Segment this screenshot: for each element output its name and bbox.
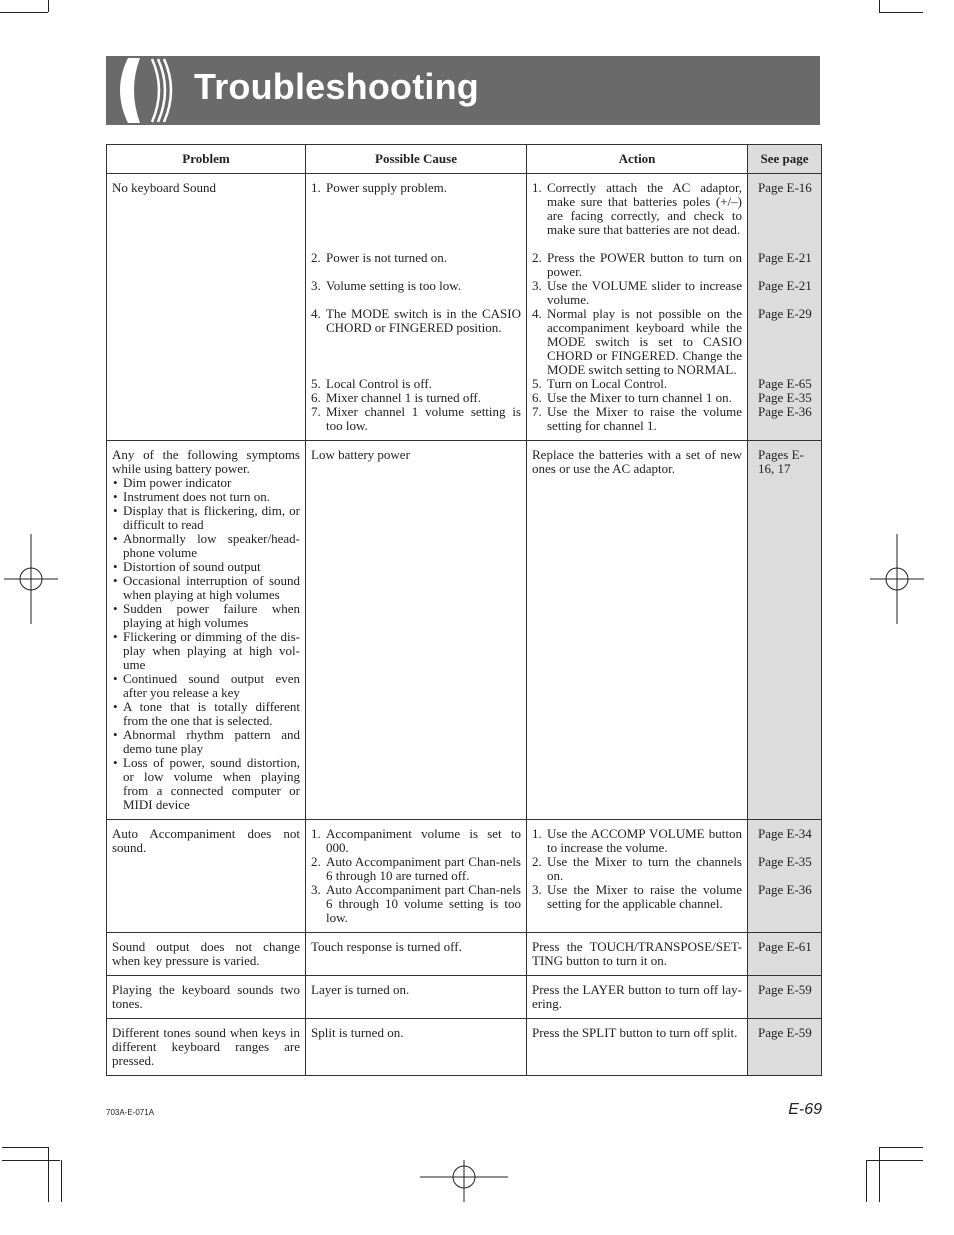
problem-text: Auto Accompaniment does not sound. [112,826,300,855]
symptom-item: • Dim power indicator [113,475,232,490]
crop-mark [879,12,923,13]
see-page-ref: Page E-36 [758,404,812,419]
page-number: E-69 [788,1101,822,1118]
crop-mark [48,1147,49,1202]
action-item: 5. Turn on Local Control. [532,376,668,391]
see-page-cell [748,441,822,820]
symptom-item: • Continued sound output even after you release a key [113,671,300,700]
page-title: Troubleshooting [194,66,479,107]
action-text: Press the LAYER button to turn off lay-ering. [532,982,742,1011]
troubleshooting-table [106,144,822,1076]
action-item: 1. Correctly attach the AC adaptor, make sure that batteries poles (+/–) are facing correctly, and check to make sure that batteries are not dead. [532,180,742,237]
cause-cell [306,933,527,976]
crop-mark [879,1147,880,1202]
symptom-item: • Sudden power failure when playing at high volumes [113,601,300,630]
header-possible-cause: Possible Cause [306,145,527,174]
symptom-item: • A tone that is totally different from the one that is selected. [113,699,300,728]
see-page-ref: Page E-59 [758,982,812,997]
table-header-row [107,145,822,174]
see-page-cell [748,1019,822,1076]
see-page-ref: Page E-35 [758,854,812,869]
problem-cell [107,174,306,441]
cause-item: 7. Mixer channel 1 volume setting is too low. [311,404,521,433]
table-row [107,441,822,820]
problem-text: Different tones sound when keys in different keyboard ranges are pressed. [112,1025,300,1068]
cause-item: 6. Mixer channel 1 is turned off. [311,390,481,405]
registration-mark [4,534,58,624]
action-text: Press the TOUCH/TRANSPOSE/SET-TING button to turn it on. [532,939,742,968]
problem-cell [107,1019,306,1076]
cause-item: 3. Auto Accompaniment part Chan-nels 6 through 10 volume setting is too low. [311,882,521,925]
cause-cell [306,976,527,1019]
action-cell [527,1019,748,1076]
table-row [107,174,822,441]
see-page-ref: Page E-29 [758,306,812,321]
action-cell [527,174,748,441]
crop-mark [2,1160,60,1161]
registration-mark [420,1160,508,1202]
see-page-ref: Page E-21 [758,250,812,265]
crop-mark [866,1160,923,1161]
problem-cell [107,933,306,976]
symptom-item: • Instrument does not turn on. [113,489,270,504]
action-cell [527,441,748,820]
cause-text: Touch response is turned off. [311,939,462,954]
symptom-item: • Display that is flickering, dim, or difficult to read [113,503,300,532]
table-row [107,1019,822,1076]
problem-text: Playing the keyboard sounds two tones. [112,982,300,1011]
action-cell [527,933,748,976]
symptom-item: • Abnormal rhythm pattern and demo tune play [113,727,300,756]
cause-text: Split is turned on. [311,1025,404,1040]
cause-item: 1. Power supply problem. [311,180,447,195]
crop-mark [866,1160,867,1202]
cause-item: 5. Local Control is off. [311,376,432,391]
see-page-cell [748,933,822,976]
cause-item: 1. Accompaniment volume is set to 000. [311,826,521,855]
symptom-item: • Distortion of sound output [113,559,261,574]
cause-item: 3. Volume setting is too low. [311,278,462,293]
crop-mark [48,0,49,12]
crop-mark [61,1160,62,1202]
see-page-cell [748,820,822,933]
symptom-item: • Flickering or dimming of the dis-play when playing at high vol-ume [113,629,300,672]
table-row [107,976,822,1019]
crop-mark [0,12,48,13]
cause-text: Low battery power [311,447,410,462]
problem-text: Any of the following symptoms while using battery power. [112,447,300,476]
see-page-cell [748,976,822,1019]
see-page-ref: Page E-34 [758,826,812,841]
see-page-ref: Page E-35 [758,390,812,405]
action-text: Replace the batteries with a set of new ones or use the AC adaptor. [532,447,742,476]
cause-item: 2. Auto Accompaniment part Chan-nels 6 through 10 are turned off. [311,854,521,883]
see-page-ref: Page E-16 [758,180,812,195]
see-page-ref: Page E-65 [758,376,812,391]
problem-cell [107,441,306,820]
header-action: Action [527,145,748,174]
header-problem: Problem [107,145,306,174]
action-item: 4. Normal play is not possible on the accompaniment keyboard while the MODE switch is set to CASIO CHORD or FINGERED. Change the MODE switch setting to NORMAL. [532,306,742,377]
action-cell [527,976,748,1019]
problem-text: No keyboard Sound [112,180,216,195]
title-banner [106,56,820,125]
header-see-page: See page [748,145,822,174]
action-text: Press the SPLIT button to turn off split. [532,1025,738,1040]
document-code: 703A-E-071A [106,1108,155,1117]
see-page-ref: Page E-36 [758,882,812,897]
cause-cell [306,820,527,933]
table-row [107,820,822,933]
action-item: 3. Use the VOLUME slider to increase volume. [532,278,742,307]
problem-cell [107,976,306,1019]
see-page-ref: Pages E-16, 17 [758,447,804,476]
symptom-item: • Abnormally low speaker/head-phone volume [113,531,300,560]
crop-mark [2,1147,48,1148]
symptom-item: • Loss of power, sound distortion, or low volume when playing from a connected computer or MIDI device [113,755,300,812]
cause-text: Layer is turned on. [311,982,410,997]
crop-mark [879,1147,923,1148]
action-item: 2. Press the POWER button to turn on power. [532,250,742,279]
see-page-cell [748,174,822,441]
table-row [107,933,822,976]
crop-mark [879,0,880,12]
cause-cell [306,174,527,441]
problem-cell [107,820,306,933]
cause-cell [306,441,527,820]
see-page-ref: Page E-59 [758,1025,812,1040]
action-item: 7. Use the Mixer to raise the volume setting for channel 1. [532,404,742,433]
cause-cell [306,1019,527,1076]
bracket-ornament [106,56,186,125]
action-item: 2. Use the Mixer to turn the channels on. [532,854,742,883]
action-item: 1. Use the ACCOMP VOLUME button to increase the volume. [532,826,742,855]
action-cell [527,820,748,933]
cause-item: 4. The MODE switch is in the CASIO CHORD or FINGERED position. [311,306,521,335]
symptom-item: • Occasional interruption of sound when playing at high volumes [113,573,300,602]
see-page-ref: Page E-61 [758,939,812,954]
problem-text: Sound output does not change when key pressure is varied. [112,939,300,968]
action-item: 3. Use the Mixer to raise the volume setting for the applicable channel. [532,882,742,911]
action-item: 6. Use the Mixer to turn channel 1 on. [532,390,732,405]
registration-mark [870,534,924,624]
see-page-ref: Page E-21 [758,278,812,293]
cause-item: 2. Power is not turned on. [311,250,447,265]
